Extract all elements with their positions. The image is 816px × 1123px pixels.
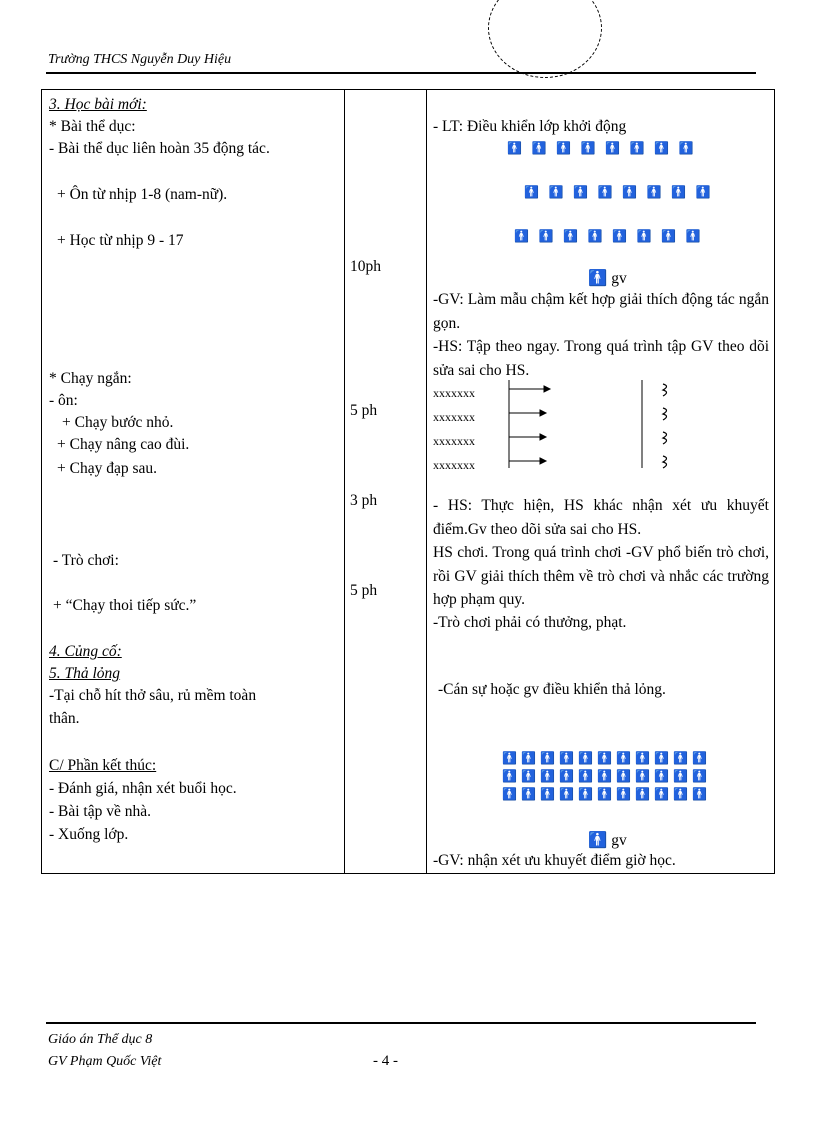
student-icon: 🚹 bbox=[573, 185, 588, 199]
student-icon: 🚹 bbox=[654, 751, 669, 765]
student-icon: 🚹 bbox=[661, 229, 676, 243]
bai-the-duc: * Bài thể dục: bbox=[49, 118, 136, 135]
lt-dieu-khien: - LT: Điều khiển lớp khởi động bbox=[433, 118, 627, 135]
student-icon: 🚹 bbox=[636, 229, 652, 243]
header-school: Trường THCS Nguyễn Duy Hiệu bbox=[48, 52, 232, 67]
tai-cho-line2: thân. bbox=[49, 710, 80, 727]
gv-label: gv bbox=[611, 270, 627, 287]
section-tha-long: 5. Thả lỏng bbox=[49, 665, 121, 682]
student-icon: 🚹 bbox=[587, 229, 603, 243]
student-icon: 🚹 bbox=[524, 185, 539, 199]
time-5ph: 5 ph bbox=[350, 402, 378, 419]
student-icon: 🚹 bbox=[597, 751, 612, 765]
student-icon: 🚹 bbox=[685, 229, 701, 243]
student-icon: 🚹 bbox=[538, 229, 554, 243]
student-icon: 🚹 bbox=[578, 769, 593, 783]
tai-cho-line1: -Tại chỗ hít thở sâu, rủ mềm toàn bbox=[49, 687, 257, 704]
gv-marker-2 bbox=[588, 830, 627, 852]
section-cung-co: 4. Củng cố: bbox=[49, 643, 122, 660]
person-icon: 🚹 bbox=[588, 832, 608, 849]
chay-thoi-tiep-suc: + “Chạy thoi tiếp sức.” bbox=[53, 597, 197, 614]
student-icon: 🚹 bbox=[521, 751, 536, 765]
can-su: -Cán sự hoặc gv điều khiển thả lỏng. bbox=[438, 681, 666, 698]
student-icon: 🚹 bbox=[692, 751, 707, 765]
student-icon: 🚹 bbox=[671, 185, 686, 199]
student-icon: 🚹 bbox=[563, 229, 578, 243]
on-label: - ôn: bbox=[49, 392, 78, 409]
student-icon: 🚹 bbox=[692, 769, 707, 783]
student-icon: 🚹 bbox=[612, 229, 627, 243]
student-icon: 🚹 bbox=[580, 141, 596, 155]
x-row: xxxxxxx bbox=[433, 458, 475, 472]
student-icon: 🚹 bbox=[556, 141, 571, 155]
bai-tap-ve-nha: - Bài tập về nhà. bbox=[49, 803, 152, 820]
gv-label: gv bbox=[611, 832, 627, 849]
hs-tap: -HS: Tập theo ngay. Trong quá trình tập GV theo dõi sửa sai cho HS. bbox=[433, 338, 769, 379]
student-icon: 🚹 bbox=[540, 769, 555, 783]
x-row: xxxxxxx bbox=[433, 386, 475, 400]
student-icon: 🚹 bbox=[597, 185, 613, 199]
header-rule bbox=[46, 72, 756, 74]
student-icon: 🚹 bbox=[597, 787, 612, 801]
chay-dap-sau: + Chạy đạp sau. bbox=[57, 460, 158, 477]
student-icon: 🚹 bbox=[597, 769, 612, 783]
student-icon: 🚹 bbox=[559, 769, 574, 783]
student-icon: 🚹 bbox=[695, 185, 711, 199]
student-icon: 🚹 bbox=[654, 769, 669, 783]
student-icon: 🚹 bbox=[654, 787, 669, 801]
gv-nhan-xet: -GV: nhận xét ưu khuyết điểm giờ học. bbox=[433, 852, 676, 869]
gv-lam-mau: -GV: Làm mẫu chậm kết hợp giải thích động tác ngắn gọn. bbox=[433, 291, 769, 332]
student-icon: 🚹 bbox=[605, 141, 620, 155]
student-icon: 🚹 bbox=[654, 141, 669, 155]
xuong-lop: - Xuống lớp. bbox=[49, 826, 129, 843]
student-icon: 🚹 bbox=[616, 769, 631, 783]
person-icon: 🚹 bbox=[588, 270, 608, 287]
student-icon: 🚹 bbox=[635, 769, 650, 783]
chay-ngan: * Chạy ngắn: bbox=[49, 370, 132, 387]
decorative-dashed-circle bbox=[488, 0, 602, 78]
bai-lien-hoan: - Bài thể dục liên hoàn 35 động tác. bbox=[49, 140, 270, 157]
student-icon: 🚹 bbox=[673, 787, 688, 801]
student-icon: 🚹 bbox=[673, 769, 688, 783]
student-icon: 🚹 bbox=[502, 751, 517, 765]
student-icon: 🚹 bbox=[635, 751, 650, 765]
time-3ph: 3 ph bbox=[350, 492, 378, 509]
student-icon: 🚹 bbox=[514, 229, 529, 243]
tro-choi-thuong: -Trò chơi phải có thưởng, phạt. bbox=[433, 614, 627, 631]
phan-ket-thuc: C/ Phần kết thúc: bbox=[49, 757, 157, 774]
student-icon: 🚹 bbox=[502, 769, 517, 783]
section-hoc-bai-moi: 3. Học bài mới: bbox=[49, 96, 147, 113]
student-icon: 🚹 bbox=[502, 787, 517, 801]
chay-buoc-nho: + Chạy bước nhỏ. bbox=[62, 414, 174, 431]
footer-rule bbox=[46, 1022, 756, 1024]
time-5ph-2: 5 ph bbox=[350, 582, 378, 599]
x-row: xxxxxxx bbox=[433, 434, 475, 448]
hs-choi: HS chơi. Trong quá trình chơi -GV phổ biến trò chơi, rồi GV giải thích thêm về trò chơi và nhắc các trường hợp phạm quy. bbox=[433, 544, 769, 608]
student-icon: 🚹 bbox=[540, 787, 555, 801]
student-icon: 🚹 bbox=[616, 787, 631, 801]
table-column-divider bbox=[344, 90, 345, 873]
student-icon: 🚹 bbox=[559, 751, 574, 765]
danh-gia: - Đánh giá, nhận xét buổi học. bbox=[49, 780, 237, 797]
footer-teacher: GV Phạm Quốc Việt bbox=[48, 1054, 162, 1069]
student-icon: 🚹 bbox=[578, 787, 593, 801]
student-icon: 🚹 bbox=[692, 787, 707, 801]
footer-title: Giáo án Thể dục 8 bbox=[48, 1032, 153, 1047]
student-icon: 🚹 bbox=[578, 751, 593, 765]
student-icon: 🚹 bbox=[673, 751, 688, 765]
hoc-tu-nhip: + Học từ nhịp 9 - 17 bbox=[57, 232, 184, 249]
student-icon: 🚹 bbox=[646, 185, 662, 199]
student-icon: 🚹 bbox=[678, 141, 694, 155]
running-drill-arrows bbox=[502, 380, 752, 480]
on-tu-nhip: + Ôn từ nhịp 1-8 (nam-nữ). bbox=[57, 186, 228, 203]
student-icon: 🚹 bbox=[507, 141, 522, 155]
student-icon: 🚹 bbox=[635, 787, 650, 801]
lesson-table bbox=[41, 89, 775, 874]
student-icon: 🚹 bbox=[629, 141, 645, 155]
time-10ph: 10ph bbox=[350, 258, 381, 275]
gv-marker-1 bbox=[588, 268, 627, 290]
page-number: - 4 - bbox=[373, 1053, 398, 1069]
student-icon: 🚹 bbox=[622, 185, 637, 199]
student-icon: 🚹 bbox=[531, 141, 547, 155]
table-column-divider bbox=[426, 90, 427, 873]
student-icon: 🚹 bbox=[521, 787, 536, 801]
student-icon: 🚹 bbox=[548, 185, 564, 199]
student-icon: 🚹 bbox=[616, 751, 631, 765]
student-icon: 🚹 bbox=[540, 751, 555, 765]
chay-nang-cao-dui: + Chạy nâng cao đùi. bbox=[57, 436, 190, 453]
hs-thuc-hien: - HS: Thực hiện, HS khác nhận xét ưu khuyết điểm.Gv theo dõi sửa sai cho HS. bbox=[433, 497, 769, 538]
tro-choi: - Trò chơi: bbox=[53, 552, 119, 569]
student-icon: 🚹 bbox=[559, 787, 574, 801]
x-row: xxxxxxx bbox=[433, 410, 475, 424]
student-icon: 🚹 bbox=[521, 769, 536, 783]
